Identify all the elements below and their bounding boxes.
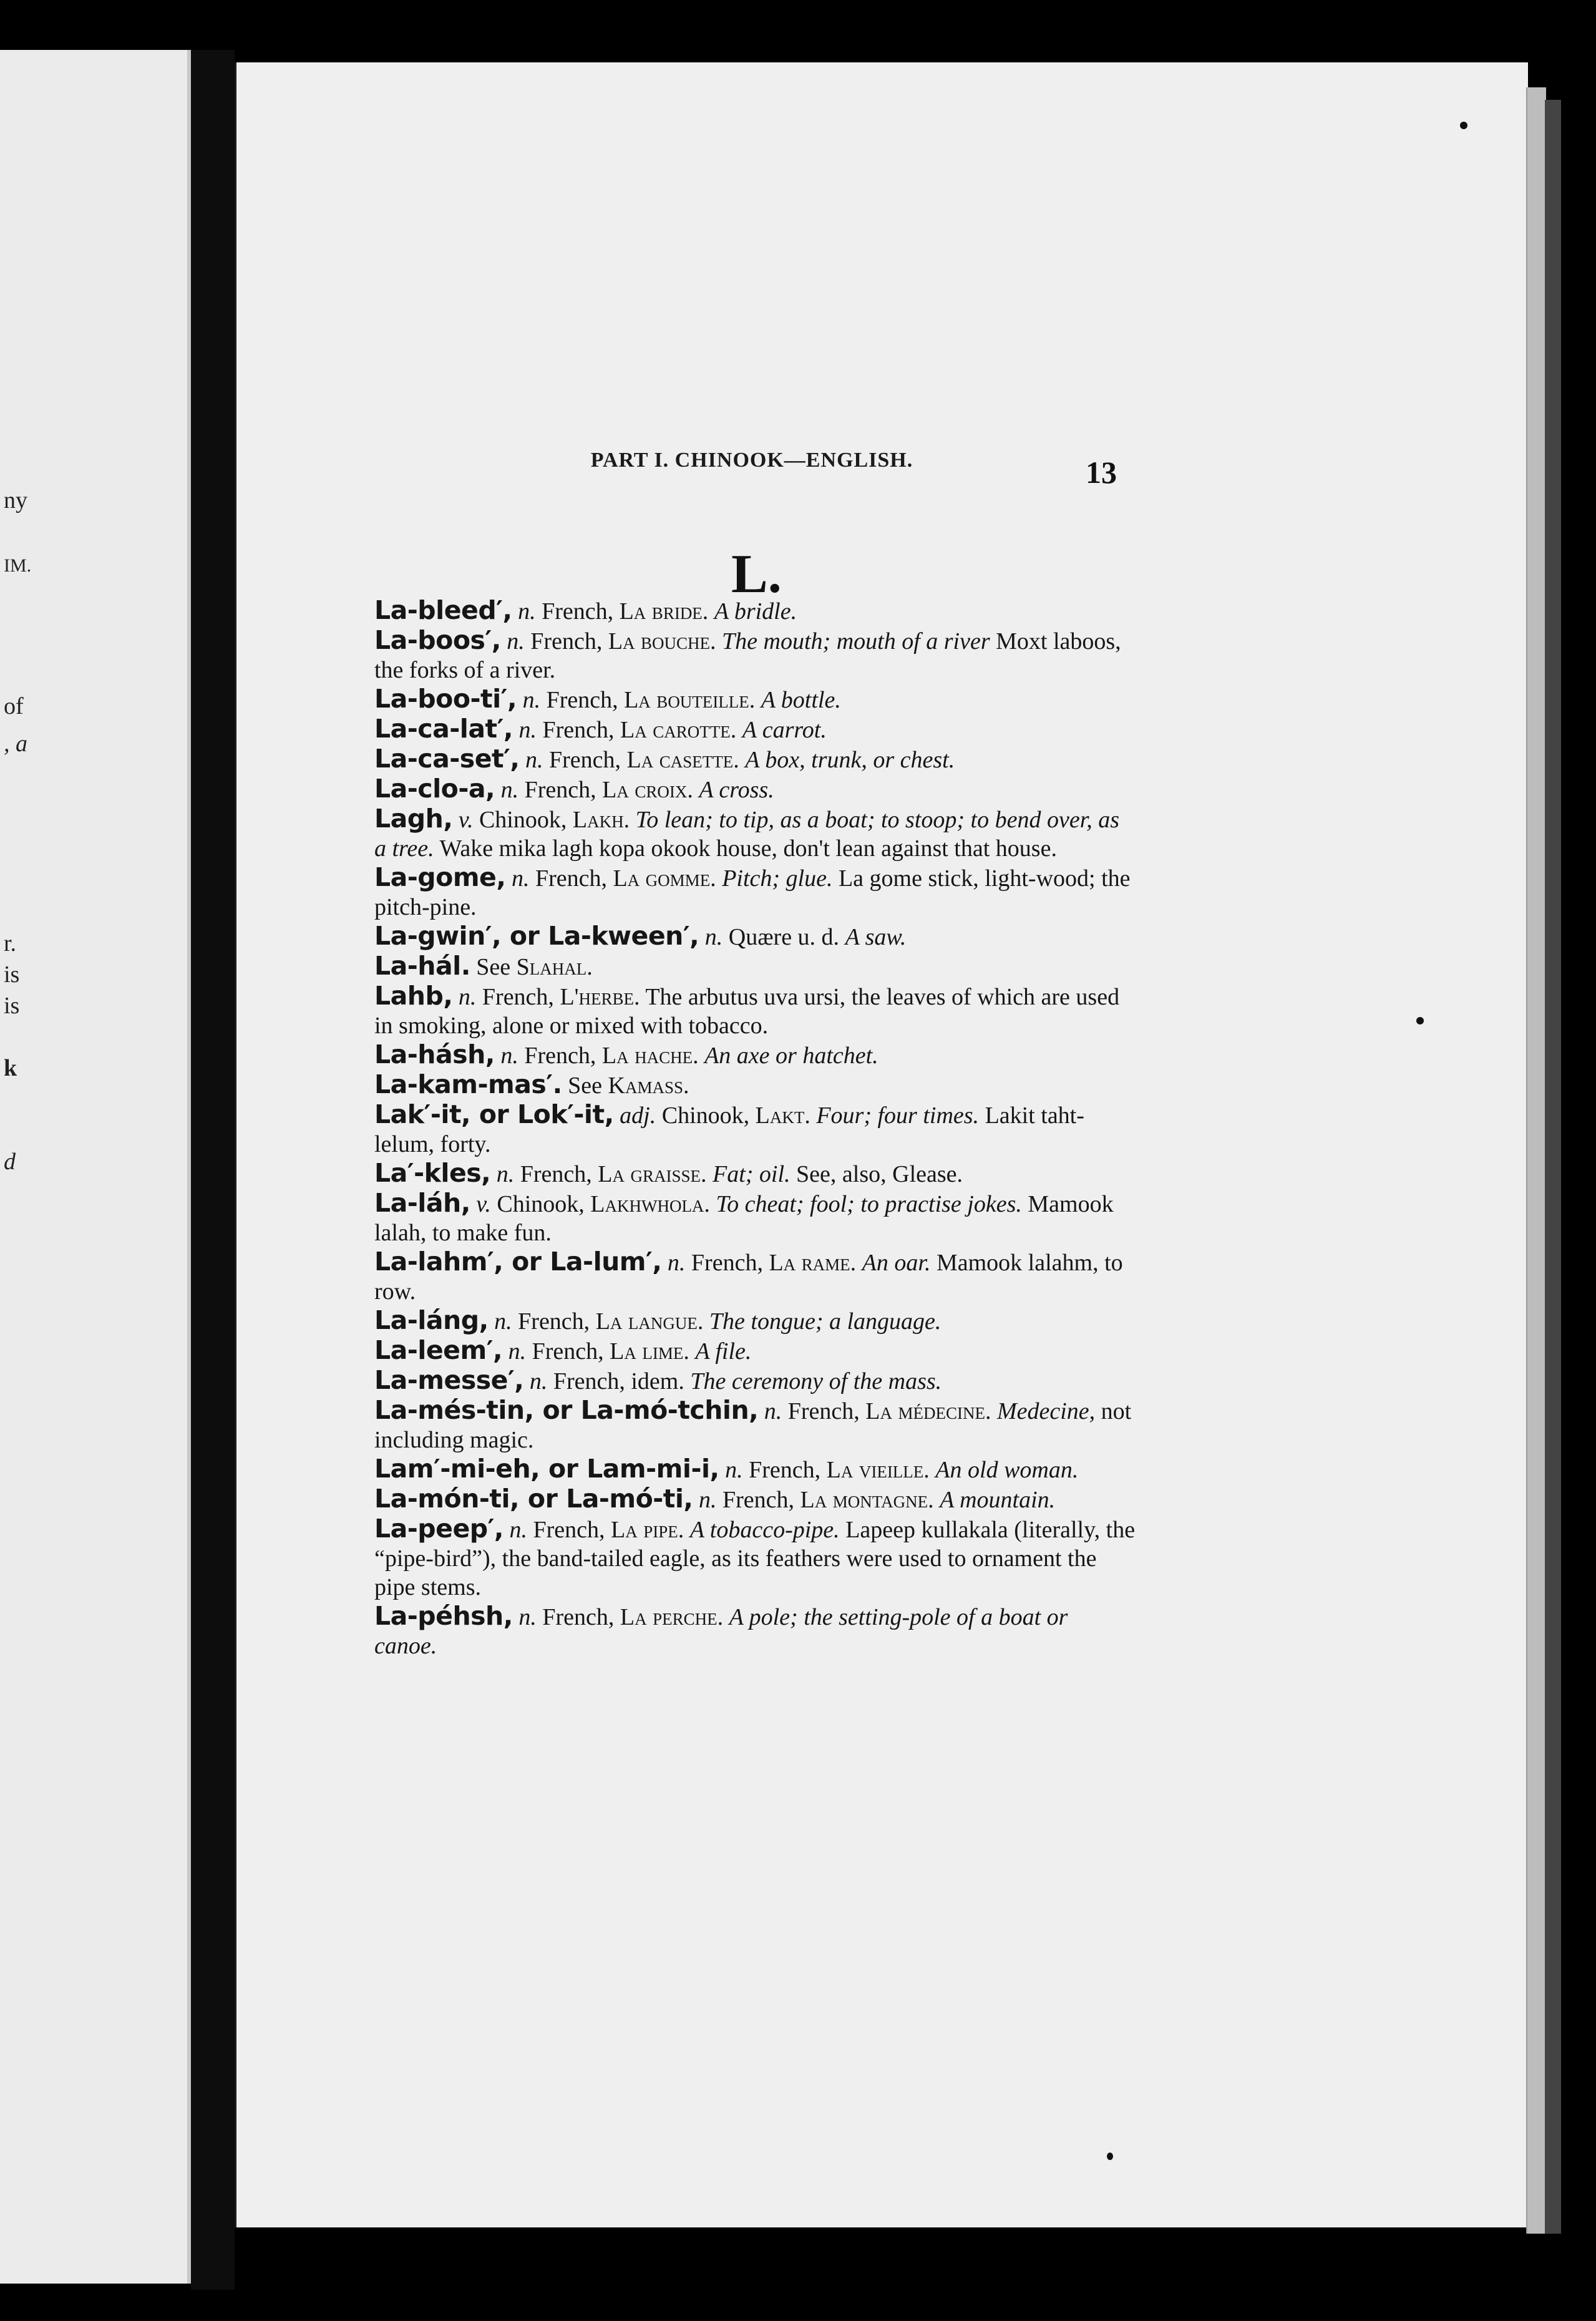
etymology-source: La hache. (601, 1043, 699, 1069)
definition: An axe or hatchet. (704, 1043, 878, 1069)
etymology-source: Lakh. (572, 807, 630, 833)
facing-page (0, 50, 191, 2284)
headword: La-boo-ti′, (374, 684, 517, 714)
part-of-speech: n. (699, 1487, 717, 1513)
headword: La-boos′, (374, 625, 501, 655)
definition: An oar. (862, 1250, 931, 1276)
part-of-speech: n. (764, 1398, 782, 1424)
headword: La-ca-lat′, (374, 714, 513, 744)
definition: To lean; to tip, as a boat; to stoop; to bend over, as a tree. (374, 807, 1120, 862)
dictionary-entry (374, 774, 1136, 804)
part-of-speech: n. (507, 628, 525, 654)
part-of-speech: n. (458, 984, 477, 1010)
dictionary-entry (374, 804, 1136, 863)
etymology-origin: French, (524, 1043, 596, 1069)
etymology-origin: See (568, 1073, 603, 1099)
etymology-origin: French, (691, 1250, 763, 1276)
page-edge (1526, 87, 1546, 2234)
etymology-origin: French, (524, 777, 596, 803)
definition: The mouth; mouth of a river (722, 628, 990, 654)
dictionary-entry (374, 981, 1136, 1040)
etymology-origin: French, (533, 1517, 605, 1543)
headword: La-láh, (374, 1188, 470, 1218)
dictionary-entry (374, 1100, 1136, 1159)
dictionary-entry (374, 744, 1136, 774)
etymology-origin: French, (549, 747, 621, 773)
headword: Lahb, (374, 981, 453, 1011)
headword: La-lahm′, or La-lum′, (374, 1247, 662, 1277)
usage-example: See, also, Glease. (796, 1161, 963, 1187)
page-number: 13 (1086, 455, 1117, 490)
definition: A box, trunk, or chest. (745, 747, 955, 773)
etymology-source: L'herbe. (560, 984, 640, 1010)
definition: Fat; oil. (713, 1161, 791, 1187)
part-of-speech: n. (525, 747, 543, 773)
etymology-source: La médecine. (865, 1398, 991, 1424)
part-of-speech: n. (529, 1368, 548, 1394)
usage-example: Lapeep kullakala (literally, the “pipe-bird”), the band-tailed eagle, as its feathers were used to ornament the pipe stems. (374, 1517, 1136, 1600)
dictionary-entry (374, 1366, 1136, 1396)
dictionary-entry (374, 1336, 1136, 1366)
etymology-origin: French, (530, 628, 603, 654)
etymology-origin: Quære u. d. (728, 924, 840, 950)
part-of-speech: n. (494, 1308, 512, 1335)
facing-page-fragment: IM. (4, 555, 32, 576)
headword: La-peep′, (374, 1514, 504, 1544)
dictionary-entry (374, 1040, 1136, 1070)
etymology-origin: Chinook, (661, 1102, 750, 1129)
definition: Medecine, (996, 1398, 1096, 1424)
dictionary-entry (374, 1602, 1136, 1660)
headword: La-gwin′, or La-kween′, (374, 921, 699, 951)
ink-speck (1416, 1017, 1424, 1024)
dictionary-entry (374, 922, 1136, 951)
headword: La-més-tin, or La-mó-tchin, (374, 1395, 759, 1425)
usage-example: Lakit taht-lelum, forty. (374, 1102, 1084, 1157)
part-of-speech: v. (458, 807, 474, 833)
etymology-source: Lakt. (755, 1102, 810, 1129)
part-of-speech: n. (522, 687, 541, 713)
headword: La-món-ti, or La-mó-ti, (374, 1484, 693, 1514)
headword: La-messe′, (374, 1365, 524, 1395)
headword: La-leem′, (374, 1335, 503, 1365)
etymology-origin: French, (518, 1308, 590, 1335)
definition: A file. (695, 1338, 752, 1365)
etymology-source: La carotte. (620, 717, 737, 743)
definition: The tongue; a language. (709, 1308, 942, 1335)
definition: Four; four times. (816, 1102, 980, 1129)
definition: The ceremony of the mass. (690, 1368, 942, 1394)
usage-example: Mamook lalah, to make fun. (374, 1191, 1114, 1246)
etymology-origin: French, (542, 1604, 615, 1630)
headword: La-láng, (374, 1305, 489, 1335)
part-of-speech: n. (704, 924, 723, 950)
definition: To cheat; fool; to practise jokes. (716, 1191, 1022, 1217)
facing-page-fragment: r. (4, 930, 17, 956)
etymology-origin: French, (542, 717, 615, 743)
headword: La-péhsh, (374, 1601, 513, 1631)
etymology-source: La bouteille. (624, 687, 756, 713)
dictionary-entry (374, 1484, 1136, 1514)
headword: La-bleed′, (374, 595, 512, 625)
facing-page-fragment: of (4, 693, 24, 719)
dictionary-entry (374, 1454, 1136, 1484)
facing-page-fragment: is (4, 961, 20, 988)
etymology-origin: French, (749, 1457, 821, 1483)
facing-page-fragment: ny (4, 487, 27, 513)
etymology-source: La montagne. (800, 1487, 934, 1513)
part-of-speech: n. (518, 1604, 537, 1630)
part-of-speech: adj. (620, 1102, 656, 1129)
etymology-source: La lime. (610, 1338, 689, 1365)
etymology-origin: French, (535, 865, 607, 892)
part-of-speech: n. (500, 1043, 518, 1069)
headword: La-hásh, (374, 1039, 495, 1069)
usage-example: The arbutus uva ursi, the leaves of which are used in smoking, alone or mixed with tobacco. (374, 984, 1120, 1039)
etymology-source: Kamass. (608, 1073, 689, 1099)
ink-speck (1107, 2153, 1113, 2160)
dictionary-entry (374, 684, 1136, 714)
etymology-source: La casette. (626, 747, 739, 773)
etymology-source: La rame. (769, 1250, 857, 1276)
etymology-origin: French, idem. (553, 1368, 684, 1394)
etymology-source: Slahal. (516, 954, 593, 980)
etymology-origin: French, (482, 984, 554, 1010)
headword: La-kam-mas′. (374, 1069, 562, 1099)
etymology-source: La bouche. (608, 628, 716, 654)
etymology-source: Lakhwhola. (590, 1191, 710, 1217)
etymology-origin: French, (723, 1487, 795, 1513)
dictionary-entry (374, 714, 1136, 744)
part-of-speech: n. (508, 1338, 527, 1365)
part-of-speech: n. (500, 777, 519, 803)
etymology-origin: French, (520, 1161, 592, 1187)
ink-speck (1460, 122, 1467, 129)
definition: A cross. (699, 777, 774, 803)
definition: A tobacco-pipe. (689, 1517, 840, 1543)
part-of-speech: v. (476, 1191, 491, 1217)
etymology-source: La graisse. (598, 1161, 707, 1187)
dictionary-entry (374, 1514, 1136, 1602)
facing-page-fragment: , a (4, 731, 27, 757)
definition: A carrot. (742, 717, 827, 743)
headword: La-gome, (374, 862, 506, 892)
etymology-origin: French, (546, 687, 618, 713)
dictionary-entry (374, 951, 1136, 981)
usage-example: Moxt laboos, the forks of a river. (374, 628, 1121, 683)
dictionary-entry (374, 626, 1136, 684)
dictionary-entry (374, 596, 1136, 626)
part-of-speech: n. (509, 1517, 528, 1543)
etymology-source: La bride. (619, 598, 709, 625)
usage-example: Wake mika lagh kopa okook house, don't lean against that house. (439, 835, 1057, 862)
etymology-origin: Chinook, (497, 1191, 585, 1217)
headword: La-hál. (374, 951, 470, 981)
etymology-origin: French, (542, 598, 614, 625)
headword: Lak′-it, or Lok′-it, (374, 1099, 614, 1129)
page-edge-shadow (1545, 100, 1561, 2234)
usage-example: Mamook lalahm, to row. (374, 1250, 1123, 1305)
dictionary-entry (374, 1247, 1136, 1306)
etymology-source: La gomme. (613, 865, 716, 892)
usage-example: La gome stick, light-wood; the pitch-pine. (374, 865, 1131, 920)
part-of-speech: n. (518, 598, 536, 625)
headword: La-clo-a, (374, 774, 495, 804)
headword: Lam′-mi-eh, or Lam-mi-i, (374, 1454, 719, 1484)
part-of-speech: n. (518, 717, 537, 743)
etymology-source: La langue. (595, 1308, 704, 1335)
etymology-origin: Chinook, (479, 807, 567, 833)
dictionary-entry (374, 1306, 1136, 1336)
etymology-source: La croix. (602, 777, 693, 803)
etymology-source: La vieille. (826, 1457, 930, 1483)
etymology-origin: French, (532, 1338, 604, 1365)
definition: A mountain. (940, 1487, 1056, 1513)
part-of-speech: n. (725, 1457, 743, 1483)
part-of-speech: n. (667, 1250, 686, 1276)
etymology-source: La pipe. (611, 1517, 684, 1543)
book-gutter (191, 50, 235, 2290)
facing-page-fragment: is (4, 993, 20, 1019)
part-of-speech: n. (511, 865, 530, 892)
etymology-source: La perche. (620, 1604, 724, 1630)
running-head: PART I. CHINOOK—ENGLISH. (590, 449, 913, 472)
dictionary-entry (374, 1159, 1136, 1189)
facing-page-fragment: d (4, 1149, 16, 1175)
headword: Lagh, (374, 804, 453, 834)
definition: Pitch; glue. (722, 865, 833, 892)
definition: A saw. (845, 924, 907, 950)
facing-page-fragment: k (4, 1055, 17, 1081)
dictionary-entry (374, 1396, 1136, 1454)
definition: A bridle. (714, 598, 797, 625)
definition: A pole; the setting-pole of a boat or canoe. (374, 1604, 1068, 1659)
dictionary-entry (374, 1189, 1136, 1247)
dictionary-entry (374, 1070, 1136, 1100)
etymology-origin: French, (787, 1398, 860, 1424)
part-of-speech: n. (496, 1161, 515, 1187)
dictionary-entry (374, 863, 1136, 922)
etymology-origin: See (476, 954, 511, 980)
usage-example: not including magic. (374, 1398, 1132, 1453)
section-letter: L. (731, 544, 782, 605)
headword: La′-kles, (374, 1158, 491, 1188)
dictionary-entries (374, 596, 1136, 1660)
definition: A bottle. (761, 687, 841, 713)
headword: La-ca-set′, (374, 744, 520, 774)
definition: An old woman. (935, 1457, 1079, 1483)
